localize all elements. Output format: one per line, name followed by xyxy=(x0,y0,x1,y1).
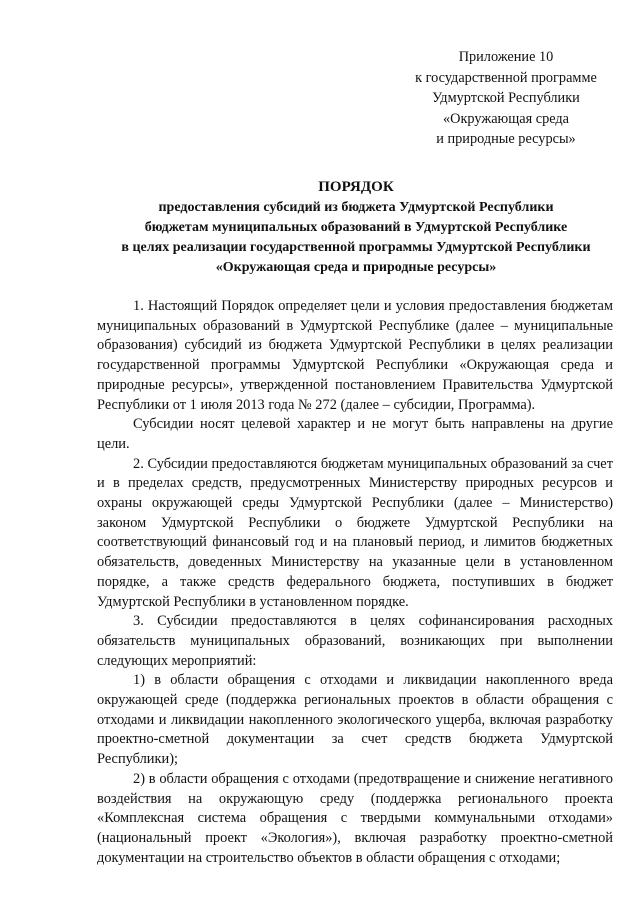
paragraph-3-item-2: 2) в области обращения с отходами (предотвращение и снижение негативного воздействия на окружающую среду (поддержка регионального проекта «Комплексная система обращения с твердыми коммунальными отходами» (национальный проект «Экология»), включая разработку проектно-сметной документации на строительство объектов в области обращения с отходами; xyxy=(97,770,613,866)
paragraph-2: 2. Субсидии предоставляются бюджетам муниципальных образований за счет и в пределах средств, предусмотренных Министерству природных ресурсов и охраны окружающей среды Удмуртской Республики (далее – Министерство) законом Удмуртской Республики о бюджете Удмуртской Республики на соответствующий финансовый год и на плановый период, и лимитов бюджетных обязательств, доведенных Министерству на указанные цели в установленном порядке, а также средств федерального бюджета, поступивших в бюджет Удмуртской Республики в установленном порядке. xyxy=(97,455,613,610)
paragraph-3: 3. Субсидии предоставляются в целях софинансирования расходных обязательств муниципальных образований, возникающих при выполнении следующих мероприятий: xyxy=(97,613,613,669)
appendix-line: Приложение 10 xyxy=(458,49,554,65)
document-heading xyxy=(86,178,626,278)
paragraph-3-item-1: 1) в области обращения с отходами и ликвидации накопленного вреда окружающей среде (поддержка региональных проектов в области обращения с отходами и ликвидации накопленного экологического ущерба, включая разработку проектно-сметной документации за счет средств бюджета Удмуртской Республики); xyxy=(97,672,613,768)
document-subtitle-line: предоставления субсидий из бюджета Удмуртской Республики xyxy=(158,200,554,215)
appendix-line: «Окружающая среда xyxy=(442,110,570,127)
appendix-line: к государственной программе xyxy=(415,69,597,86)
appendix-header xyxy=(400,47,612,150)
paragraph-subsidy-purpose: Субсидии носят целевой характер и не могут быть направлены на другие цели. xyxy=(97,416,613,452)
document-body xyxy=(97,297,613,868)
appendix-line: и природные ресурсы» xyxy=(436,131,576,147)
document-subtitle-line: в целях реализации государственной программы Удмуртской Республики xyxy=(121,240,591,255)
document-subtitle-line: бюджетам муниципальных образований в Удмуртской Республике xyxy=(144,220,568,235)
document-title: ПОРЯДОК xyxy=(318,179,394,195)
document-subtitle-line: «Окружающая среда и природные ресурсы» xyxy=(215,260,497,275)
paragraph-1: 1. Настоящий Порядок определяет цели и условия предоставления бюджетам муниципальных образований в Удмуртской Республике (далее – муниципальные образования) субсидий из бюджета Удмуртской Республики в целях реализации государственной программы Удмуртской Республики «Окружающая среда и природные ресурсы», утвержденной постановлением Правительства Удмуртской Республики от 1 июля 2013 года № 272 (далее – субсидии, Программа). xyxy=(97,298,613,413)
appendix-line: Удмуртской Республики xyxy=(432,90,580,106)
